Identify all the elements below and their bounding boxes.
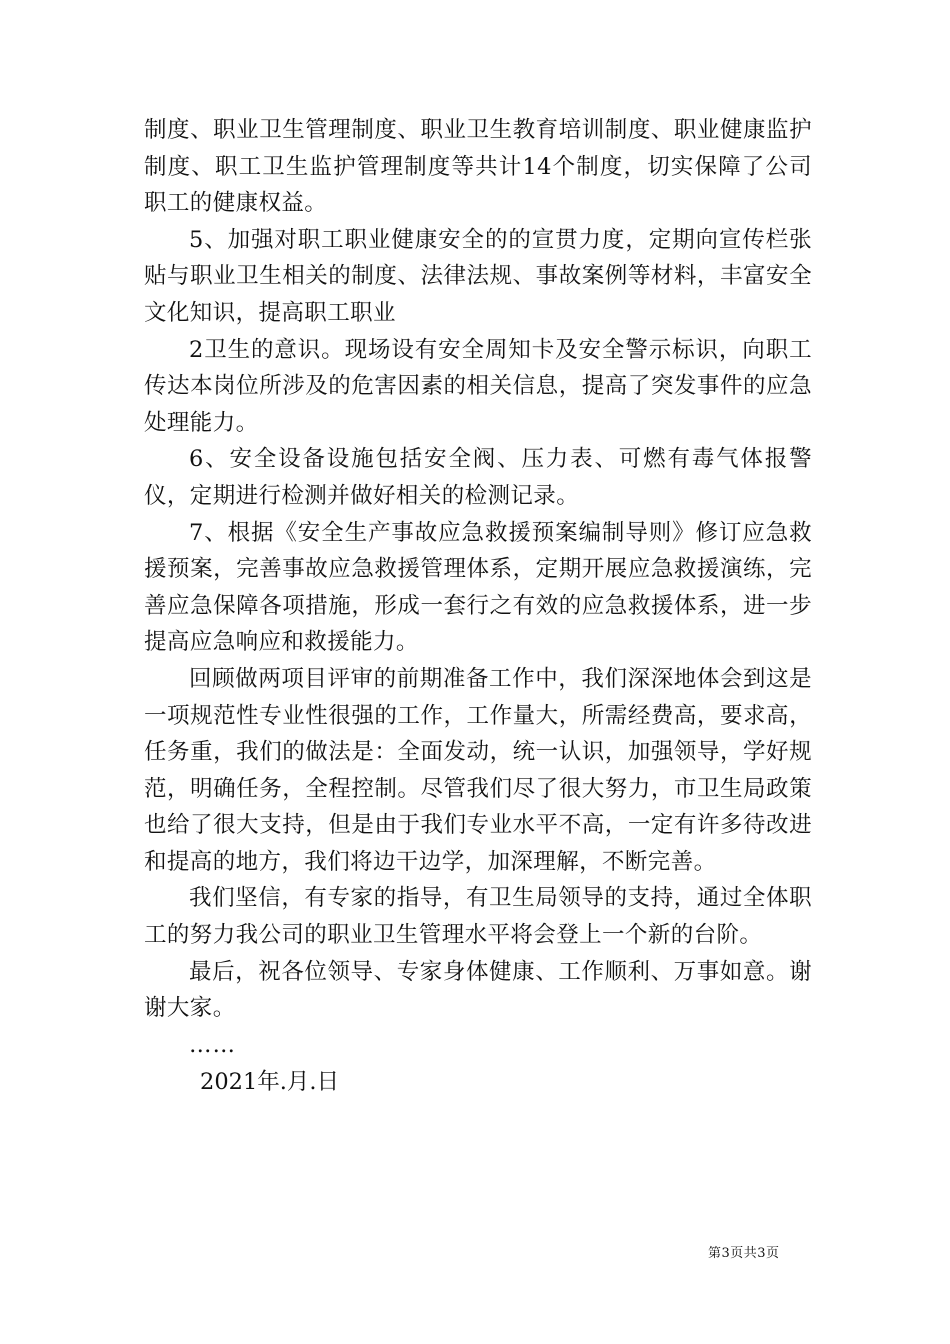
paragraph-regulations: 制度、职业卫生管理制度、职业卫生教育培训制度、职业健康监护制度、职工卫生监护管理制度等共计14个制度，切实保障了公司职工的健康权益。	[144, 117, 812, 217]
ellipsis-mark: ……	[189, 1031, 236, 1058]
paragraph-closing: 最后，祝各位领导、专家身体健康、工作顺利、万事如意。谢谢大家。	[144, 958, 812, 1022]
document-date: 2021年.月.日	[200, 1069, 340, 1096]
paragraph-item-7: 7、根据《安全生产事故应急救援预案编制导则》修订应急救援预案，完善事故应急救援管理体系，定期开展应急救援演练，完善应急保障各项措施，形成一套行之有效的应急救援体系，进一步提高应急响应和救援能力。	[144, 519, 812, 656]
paragraph-review: 回顾做两项目评审的前期准备工作中，我们深深地体会到这是一项规范性专业性很强的工作，工作量大，所需经费高，要求高，任务重，我们的做法是：全面发动，统一认识，加强领导，学好规范，明确任务，全程控制。尽管我们尽了很大努力，市卫生局政策也给了很大支持，但是由于我们专业水平不高，一定有许多待改进和提高的地方，我们将边干边学，加深理解，不断完善。	[144, 665, 812, 875]
paragraph-item-6: 6、安全设备设施包括安全阀、压力表、可燃有毒气体报警仪，定期进行检测并做好相关的检测记录。	[144, 446, 812, 509]
paragraph-item-5: 5、加强对职工职业健康安全的的宣贯力度，定期向宣传栏张贴与职业卫生相关的制度、法律法规、事故案例等材料，丰富安全文化知识，提高职工职业	[144, 226, 812, 326]
paragraph-item-5-continued: 2卫生的意识。现场设有安全周知卡及安全警示标识，向职工传达本岗位所涉及的危害因素的相关信息，提高了突发事件的应急处理能力。	[144, 336, 812, 436]
paragraph-belief: 我们坚信，有专家的指导，有卫生局领导的支持，通过全体职工的努力我公司的职业卫生管理水平将会登上一个新的台阶。	[144, 885, 812, 949]
page-number-footer: 第3页共3页	[708, 1246, 780, 1261]
document-body	[144, 112, 812, 1101]
